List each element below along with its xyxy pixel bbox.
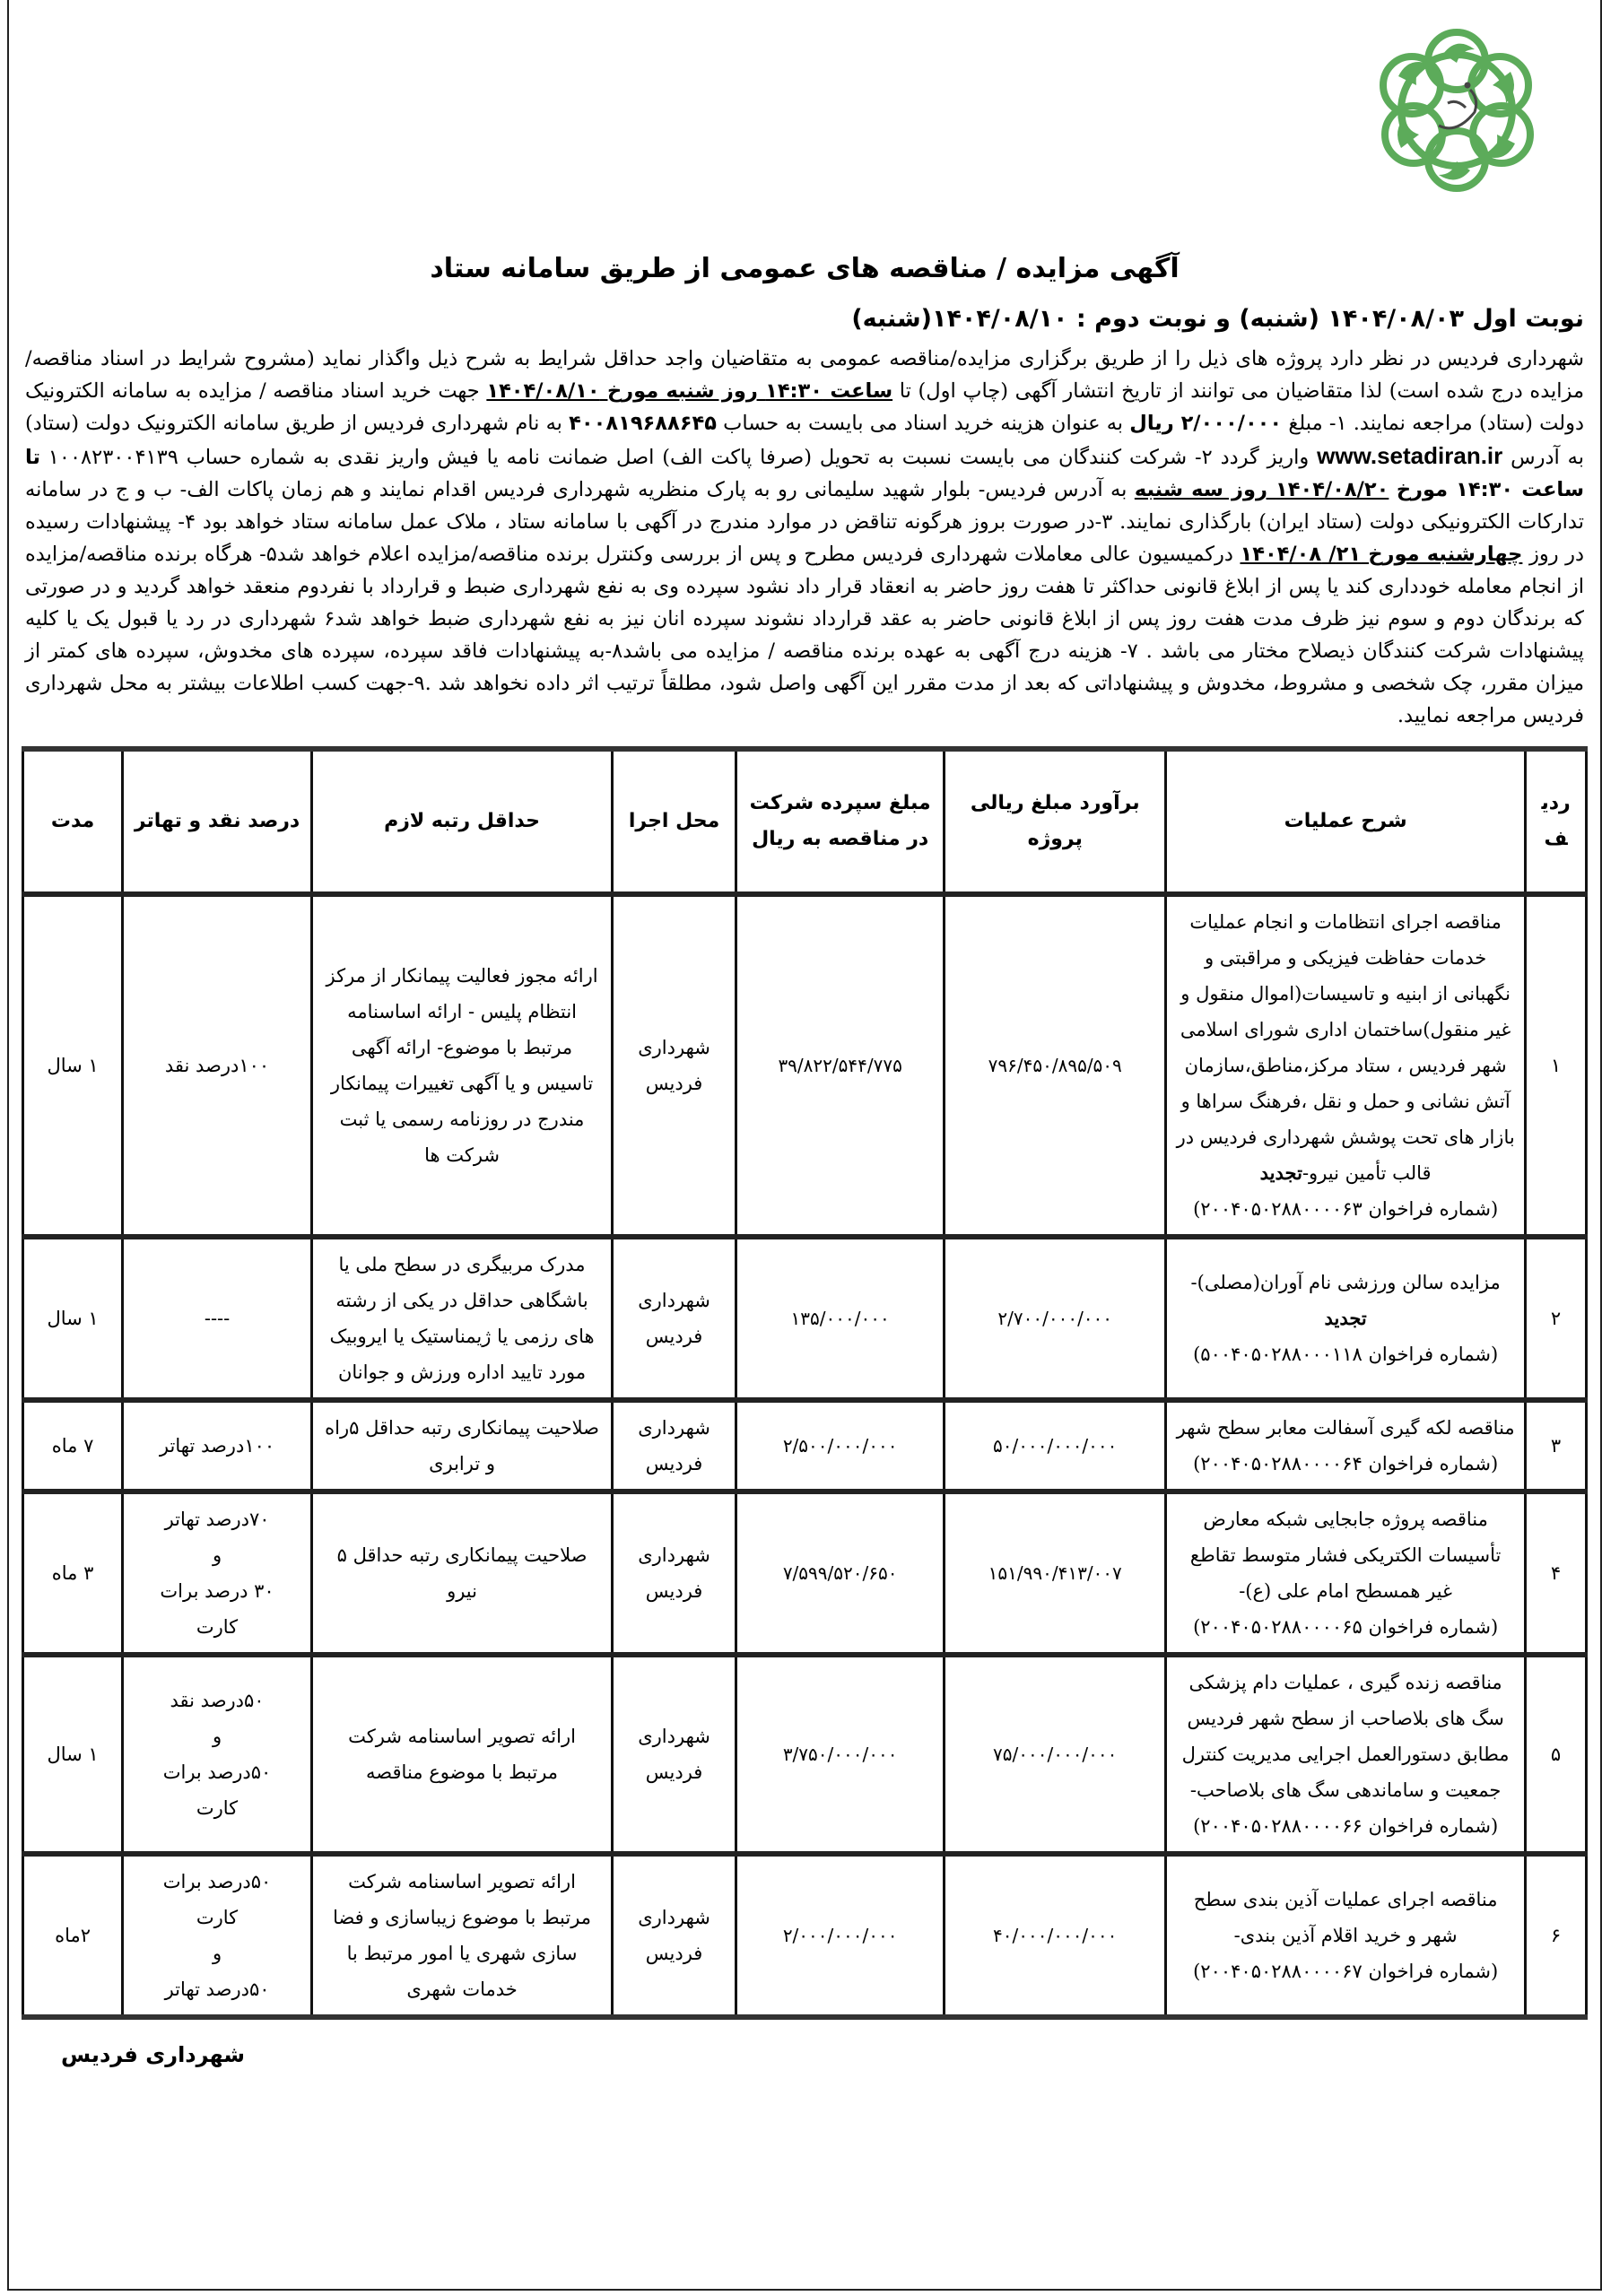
description-text: مزایده سالن ورزشی نام آوران(مصلی)-	[1190, 1272, 1501, 1293]
cell-description	[1166, 1400, 1526, 1492]
payment-line: ----	[204, 1308, 231, 1329]
table-row	[23, 1655, 1587, 1854]
tenders-table	[22, 746, 1588, 2020]
cell-min-rank: مدرک مربیگری در سطح ملی یا باشگاهی حداقل در یکی از رشته های رزمی یا ژیمناستیک یا ایروبیک مورد تایید اداره ورزش و جوانان	[311, 1237, 612, 1400]
payment-line: ۵۰درصد تهاتر	[164, 1979, 270, 2000]
cell-location: شهرداری فردیس	[613, 1237, 736, 1400]
cell-row-number: ۳	[1526, 1400, 1587, 1492]
cell-description	[1166, 894, 1526, 1237]
cell-description	[1166, 1854, 1526, 2017]
cell-row-number: ۵	[1526, 1655, 1587, 1854]
cell-description	[1166, 1492, 1526, 1655]
call-number: (شماره فراخوان ۲۰۰۴۰۵۰۲۸۸۰۰۰۰۶۴)	[1193, 1453, 1499, 1474]
call-number: (شماره فراخوان ۵۰۰۴۰۵۰۲۸۸۰۰۰۱۱۸)	[1193, 1344, 1499, 1365]
cell-row-number: ۱	[1526, 894, 1587, 1237]
cell-location: شهرداری فردیس	[613, 1655, 736, 1854]
body-paragraph: جهت خرید اسناد مناقصه / مزایده به سامانه الکترونیک دولت (ستاد) مراجعه نمایند. ۱- مبلغ	[25, 379, 1585, 435]
table-row	[23, 1492, 1587, 1655]
body-paragraph: واریز گردد ۲- شرکت کنندگان می بایست نسبت به تحویل (صرفا پاکت الف) اصل ضمانت نامه یا فیش واریز نقدی به شماره حساب ۱۰۰۸۲۳۰۰۴۱۳۹	[48, 446, 1310, 469]
payment-line: و	[212, 1943, 222, 1964]
cell-row-number: ۶	[1526, 1854, 1587, 2017]
cell-description	[1166, 1655, 1526, 1854]
header-description: شرح عملیات	[1166, 749, 1526, 894]
cell-row-number: ۴	[1526, 1492, 1587, 1655]
body-paragraph: درکمیسیون عالی معاملات شهرداری فردیس مطرح و پس از بررسی وکنترل برنده مناقصه/مزایده اعلام خواهد شد۵- هرگاه برنده مناقصه/مزایده از انجام معامله خودداری کند یا پس از ابلاغ قانونی حداکثر تا هفت روز حاضر به انعقاد قرار داد نشود سپرده وی به نفع شهرداری ضبط و قرارداد با نفردوم منعقد خواهد گردید و در صورتی که برندگان دوم و سوم نیز ظرف مدت هفت روز پس از ابلاغ قانونی حاضر به عقد قرارداد نشوند سپرده انان نیز به نفع شهرداری ضبط خواهد شد۶ شهرداری در رد یا قبول یک یا کلیه پیشنهادات شرکت کنندگان ذیصلاح مختار می باشد . ۷- هزینه درج آگهی به عهده برنده مناقصه / مزایده می باشد۸-به پیشنهادات فاقد سپرده، سپرده های مخدوش، سپرده های کمتر از میزان مقرر، چک شخصی و مشروط، مخدوش و پیشنهاداتی که بعد از مدت مقرر این آگهی واصل شود، مطلقاً ترتیب اثر داده نخواهد شد .۹-جهت کسب اطلاعات بیشتر به محل شهرداری فردیس مراجعه نمایید.	[25, 543, 1585, 727]
header-min-rank: حداقل رتبه لازم	[311, 749, 612, 894]
description-text: مناقصه پروژه جابجایی شبکه معارض تأسیسات الکتریکی فشار متوسط تقاطع غیر همسطح امام علی (ع)-	[1189, 1509, 1502, 1602]
header-estimate: برآورد مبلغ ریالی پروژه	[945, 749, 1166, 894]
cell-estimate: ۵۰/۰۰۰/۰۰۰/۰۰۰	[945, 1400, 1166, 1492]
call-number: (شماره فراخوان ۲۰۰۴۰۵۰۲۸۸۰۰۰۰۶۶)	[1193, 1815, 1499, 1837]
cell-deposit: ۱۳۵/۰۰۰/۰۰۰	[736, 1237, 944, 1400]
header-payment: درصد نقد و تهاتر	[123, 749, 312, 894]
cell-location: شهرداری فردیس	[613, 1854, 736, 2017]
cell-duration: ۲ماه	[23, 1854, 123, 2017]
cell-payment	[123, 1237, 312, 1400]
cell-payment	[123, 1492, 312, 1655]
body-paragraph: به عنوان هزینه خرید اسناد می بایست به حساب	[723, 412, 1124, 435]
cell-min-rank: صلاحیت پیمانکاری رتبه حداقل ۵راه و ترابری	[311, 1400, 612, 1492]
delivery-deadline-date: ۱۴۰۴/۰۸/۲۰ روز سه شنبه	[1134, 478, 1389, 501]
cell-duration: ۱ سال	[23, 1237, 123, 1400]
payment-line: ۱۰۰درصد تهاتر	[159, 1435, 275, 1457]
table-row	[23, 1854, 1587, 2017]
table-row	[23, 894, 1587, 1237]
cell-location: شهرداری فردیس	[613, 894, 736, 1237]
cell-payment	[123, 1655, 312, 1854]
cell-duration: ۳ ماه	[23, 1492, 123, 1655]
table-row	[23, 1400, 1587, 1492]
call-number: (شماره فراخوان ۲۰۰۴۰۵۰۲۸۸۰۰۰۰۶۳)	[1193, 1198, 1499, 1220]
cell-location: شهرداری فردیس	[613, 1400, 736, 1492]
account-number: ۴۰۰۸۱۹۶۸۸۶۴۵	[569, 412, 717, 435]
opening-date: چهارشنبه مورخ ۲۱/ ۱۴۰۴/۰۸	[1240, 543, 1523, 566]
cell-min-rank: ارائه مجوز فعالیت پیمانکار از مرکز انتظام پلیس - ارائه اساسنامه مرتبط با موضوع- ارائه آگهی تاسیس و یا آگهی تغییرات پیمانکار مندرج در روزنامه رسمی یا ثبت شرکت ها	[311, 894, 612, 1237]
header-location: محل اجرا	[613, 749, 736, 894]
payment-line: ۵۰درصد نقد	[170, 1690, 265, 1711]
page-frame	[7, 0, 1602, 2291]
signature: شهرداری فردیس	[61, 2042, 245, 2067]
cell-deposit: ۳۹/۸۲۲/۵۴۴/۷۷۵	[736, 894, 944, 1237]
header-duration: مدت	[23, 749, 123, 894]
cell-duration: ۱ سال	[23, 894, 123, 1237]
payment-line: کارت	[196, 1797, 239, 1819]
description-text: مناقصه لکه گیری آسفالت معابر سطح شهر	[1176, 1417, 1515, 1439]
table-body	[23, 894, 1587, 2017]
cell-estimate: ۱۵۱/۹۹۰/۴۱۳/۰۰۷	[945, 1492, 1166, 1655]
payment-line: ۳۰ درصد برات	[160, 1580, 274, 1602]
cell-deposit: ۷/۵۹۹/۵۲۰/۶۵۰	[736, 1492, 944, 1655]
renewal-label: تجدید	[1324, 1307, 1367, 1329]
cell-payment	[123, 894, 312, 1237]
cell-duration: ۷ ماه	[23, 1400, 123, 1492]
call-number: (شماره فراخوان ۲۰۰۴۰۵۰۲۸۸۰۰۰۰۶۵)	[1193, 1616, 1499, 1638]
cell-min-rank: ارائه تصویر اساسنامه شرکت مرتبط با موضوع زیباسازی و فضا سازی شهری یا امور مرتبط با خدمات شهری	[311, 1854, 612, 2017]
payment-line: ۵۰درصد برات	[162, 1871, 272, 1892]
payment-line: ۱۰۰درصد نقد	[164, 1055, 270, 1076]
description-text: مناقصه اجرای عملیات آذین بندی سطح شهر و خرید اقلام آذین بندی-	[1193, 1889, 1498, 1946]
cell-description	[1166, 1237, 1526, 1400]
cell-estimate: ۲/۷۰۰/۰۰۰/۰۰۰	[945, 1237, 1166, 1400]
call-number: (شماره فراخوان ۲۰۰۴۰۵۰۲۸۸۰۰۰۰۶۷)	[1193, 1961, 1499, 1982]
cell-row-number: ۲	[1526, 1237, 1587, 1400]
cell-payment	[123, 1854, 312, 2017]
body-paragraph: به نام شهرداری فردیس از طریق سامانه الکترونیک دولت (ستاد) به آدرس	[25, 412, 1584, 469]
cell-location: شهرداری فردیس	[613, 1492, 736, 1655]
payment-line: و	[212, 1726, 222, 1747]
delivery-deadline-time: تا ساعت ۱۴:۳۰ مورخ	[25, 446, 1585, 501]
body-paragraph: به آدرس فردیس- بلوار شهید سلیمانی رو به پارک منظریه شهرداری فردیس اقدام نمایند و هم زمان پاکات الف- ب و ج در سامانه تدارکات الکترونیکی دولت (ستاد ایران) بارگذاری نمایند. ۳-در صورت بروز هرگونه تناقض در موارد مندرج در آگهی با سامانه ستاد ، ملاک عمل سامانه ستاد خواهد بود ۴- پیشنهادات رسیده در روز	[25, 478, 1585, 566]
cell-estimate: ۴۰/۰۰۰/۰۰۰/۰۰۰	[945, 1854, 1166, 2017]
header-row-number: ردیف	[1526, 749, 1587, 894]
payment-line: کارت	[196, 1616, 239, 1638]
payment-line: ۵۰درصد برات	[162, 1761, 272, 1783]
description-text: مناقصه اجرای انتظامات و انجام عملیات خدمات حفاظت فیزیکی و مراقبتی و نگهبانی از ابنیه و تاسیسات(اموال منقول و غیر منقول)ساختمان اداری شورای اسلامی شهر فردیس ، ستاد مرکز،مناطق،سازمان آتش نشانی و حمل و نقل ،فرهنگ سراها و بازار های تحت پوشش شهرداری فردیس در قالب تأمین نیرو-	[1176, 911, 1515, 1184]
publication-dates: نوبت اول ۱۴۰۴/۰۸/۰۳ (شنبه) و نوبت دوم : ۱۴۰۴/۰۸/۱۰(شنبه)	[851, 305, 1584, 333]
header-deposit: مبلغ سپرده شرکت در مناقصه به ریال	[736, 749, 944, 894]
cell-estimate: ۷۵/۰۰۰/۰۰۰/۰۰۰	[945, 1655, 1166, 1854]
document-fee: ۲/۰۰۰/۰۰۰ ریال	[1129, 412, 1283, 435]
table-row	[23, 1237, 1587, 1400]
payment-line: کارت	[196, 1907, 239, 1928]
announcement-body	[25, 343, 1584, 732]
cell-min-rank: ارائه تصویر اساسنامه شرکت مرتبط با موضوع مناقصه	[311, 1655, 612, 1854]
logo-area	[22, 0, 1588, 242]
renewal-label: تجدید	[1259, 1161, 1302, 1184]
setadiran-link[interactable]: www.setadiran.ir	[1317, 442, 1503, 469]
cell-deposit: ۲/۰۰۰/۰۰۰/۰۰۰	[736, 1854, 944, 2017]
description-text: مناقصه زنده گیری ، عملیات دام پزشکی سگ های بلاصاحب از سطح شهر فردیس مطابق دستورالعمل اجرایی مدیریت کنترل جمعیت و ساماندهی سگ های بلاصاحب-	[1181, 1672, 1510, 1801]
cell-estimate: ۷۹۶/۴۵۰/۸۹۵/۵۰۹	[945, 894, 1166, 1237]
cell-deposit: ۲/۵۰۰/۰۰۰/۰۰۰	[736, 1400, 944, 1492]
payment-line: ۷۰درصد تهاتر	[164, 1509, 270, 1530]
page-title: آگهی مزایده / مناقصه های عمومی از طریق سامانه ستاد	[430, 253, 1180, 284]
payment-line: و	[212, 1544, 222, 1566]
cell-duration: ۱ سال	[23, 1655, 123, 1854]
cell-min-rank: صلاحیت پیمانکاری رتبه حداقل ۵ نیرو	[311, 1492, 612, 1655]
cell-deposit: ۳/۷۵۰/۰۰۰/۰۰۰	[736, 1655, 944, 1854]
body-paragraph: شهرداری فردیس در نظر دارد پروژه های ذیل را از طریق برگزاری مزایده/مناقصه عمومی به متقاضیان واجد حداقل شرایط به شرح ذیل واگذار نماید (مشروح شرایط در اسناد مناقصه/مزایده درج شده است) لذا متقاضیان می توانند از تاریخ انتشار آگهی (چاپ اول) تا	[25, 347, 1584, 403]
table-header-row	[23, 749, 1587, 894]
fardis-municipality-logo-icon	[1367, 18, 1546, 202]
cell-payment	[123, 1400, 312, 1492]
document-purchase-deadline: ساعت ۱۴:۳۰ روز شنبه مورخ ۱۴۰۴/۰۸/۱۰	[486, 379, 893, 403]
